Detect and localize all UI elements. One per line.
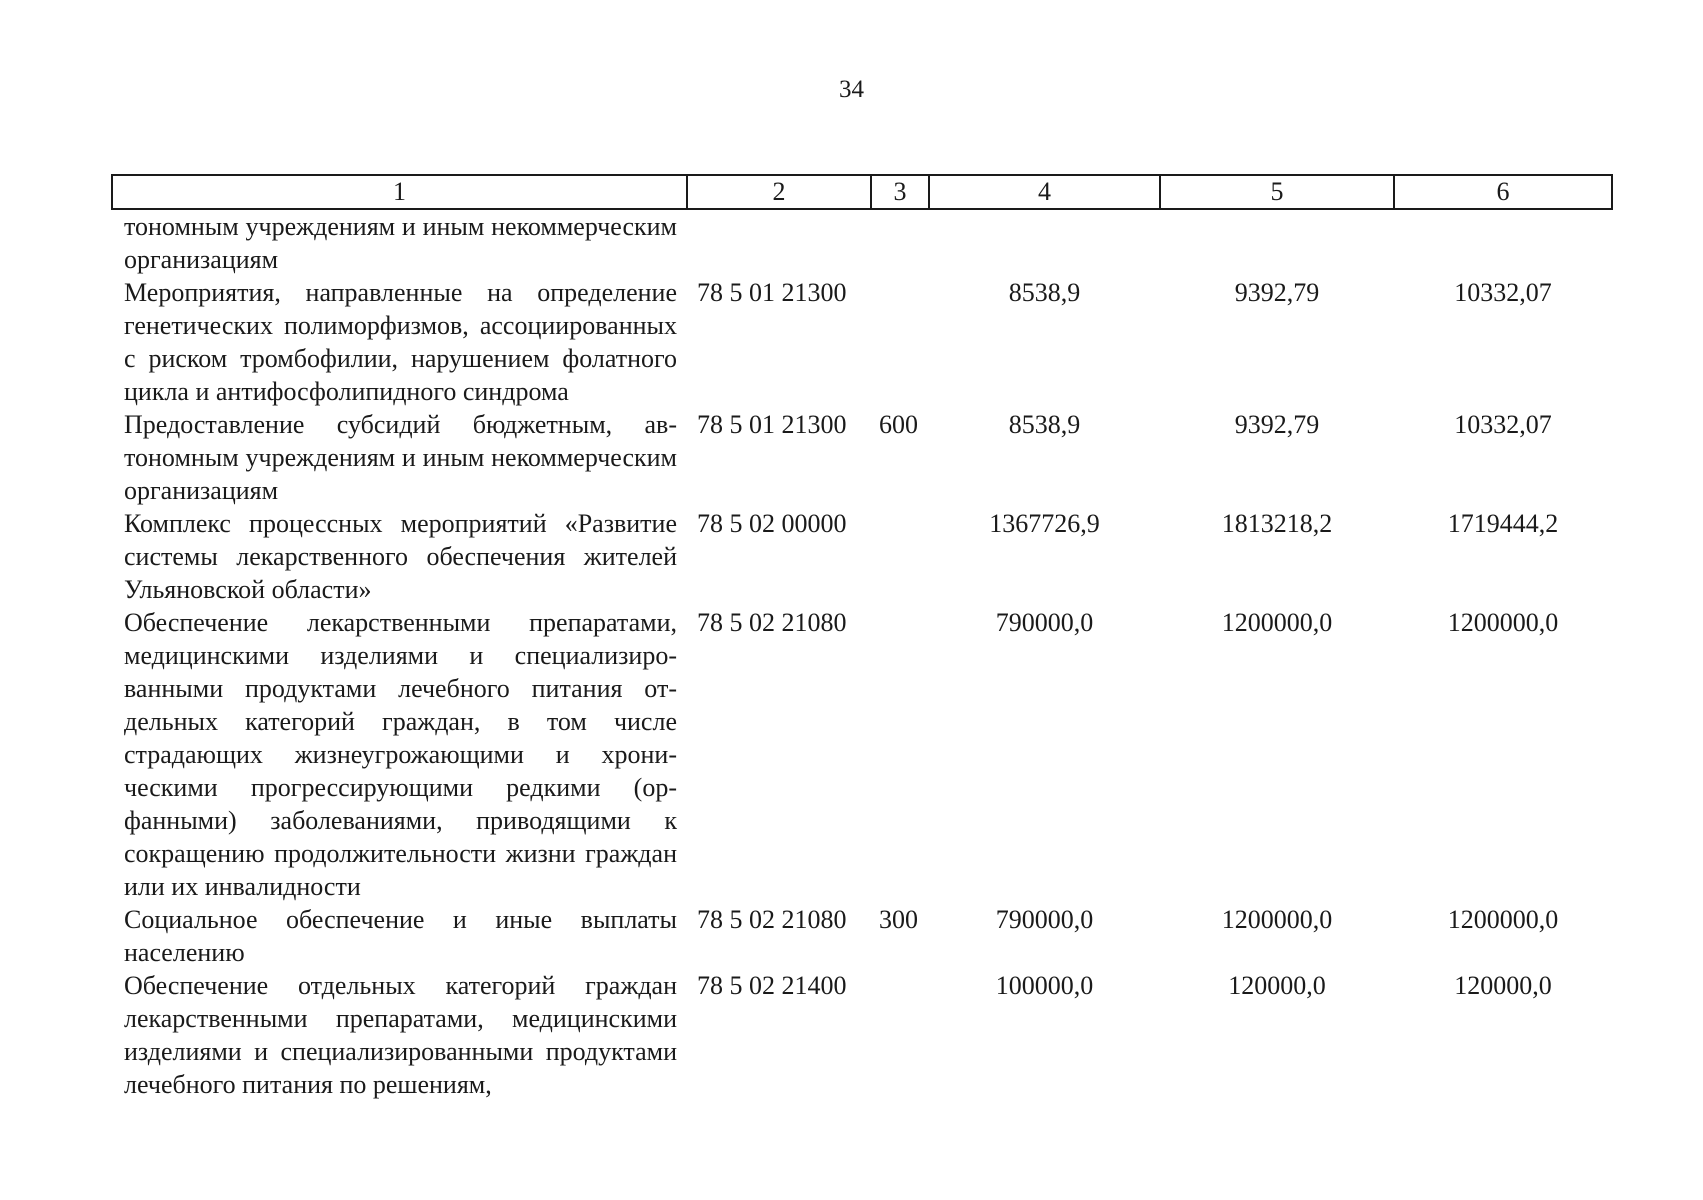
table-row [112, 969, 1612, 1101]
row-name: тономным учреждениям и иным некоммерческим организациям [124, 212, 677, 274]
row-value-6: 120000,0 [1454, 971, 1552, 1000]
row-code: 78 5 02 21400 [697, 971, 847, 1000]
row-value-5: 1200000,0 [1221, 608, 1333, 637]
table-row [112, 606, 1612, 903]
row-type [871, 969, 929, 1101]
row-value-6 [1394, 209, 1612, 276]
row-value-5 [1160, 209, 1394, 276]
table-row [112, 507, 1612, 606]
header-col-6: 6 [1394, 175, 1612, 209]
row-value-6: 1719444,2 [1447, 509, 1559, 538]
row-type [871, 209, 929, 276]
row-name: Социальное обеспечение и иные выплаты населению [124, 905, 677, 967]
row-name: Комплекс процессных мероприятий «Развитие системы лекарственного обеспечения жителей Ульяновской области» [124, 509, 677, 604]
row-code: 78 5 02 00000 [697, 509, 847, 538]
header-col-5: 5 [1160, 175, 1394, 209]
row-value-6: 10332,07 [1454, 278, 1552, 307]
row-value-5: 1813218,2 [1221, 509, 1333, 538]
row-name: Предоставление субсидий бюджетным, автономным учреждениям и иным некоммерческим организациям [124, 410, 677, 505]
table-body [112, 209, 1612, 1101]
header-col-2: 2 [687, 175, 871, 209]
page-number: 34 [839, 76, 864, 103]
table-header [112, 175, 1612, 209]
header-col-3: 3 [871, 175, 929, 209]
row-value-4: 100000,0 [995, 971, 1094, 1000]
row-value-5: 9392,79 [1234, 278, 1320, 307]
budget-table [111, 174, 1613, 1101]
budget-table-container [111, 174, 1611, 1101]
row-name: Мероприятия, направленные на определение генетических полиморфизмов, ассоциированных с риском тромбофилии, нарушением фолатного цикла и антифосфолипидного синдрома [124, 278, 677, 406]
row-value-4: 790000,0 [995, 905, 1094, 934]
header-row [112, 175, 1612, 209]
table-row [112, 408, 1612, 507]
row-value-5: 9392,79 [1234, 410, 1320, 439]
header-col-4: 4 [929, 175, 1160, 209]
row-value-4: 1367726,9 [989, 509, 1100, 538]
row-type [871, 606, 929, 903]
row-value-5: 1200000,0 [1221, 905, 1333, 934]
row-code: 78 5 01 21300 [697, 278, 847, 307]
row-code: 78 5 02 21080 [697, 608, 847, 637]
table-row [112, 903, 1612, 969]
header-col-1: 1 [112, 175, 687, 209]
row-value-4: 790000,0 [995, 608, 1094, 637]
row-name: Обеспечение отдельных категорий граждан лекарственными препаратами, медицинскими изделиями и специализированными продуктами лечебного питания по решениям, [124, 971, 677, 1099]
row-type: 600 [879, 410, 918, 439]
row-value-6: 1200000,0 [1447, 905, 1559, 934]
row-value-6: 1200000,0 [1447, 608, 1559, 637]
row-value-4: 8538,9 [1008, 278, 1081, 307]
table-row [112, 209, 1612, 276]
row-code [687, 209, 871, 276]
row-type: 300 [879, 905, 918, 934]
row-code: 78 5 02 21080 [697, 905, 847, 934]
row-value-5: 120000,0 [1228, 971, 1326, 1000]
row-type [871, 507, 929, 606]
table-row [112, 276, 1612, 408]
row-value-4: 8538,9 [1008, 410, 1081, 439]
row-code: 78 5 01 21300 [697, 410, 847, 439]
row-type [871, 276, 929, 408]
row-name: Обеспечение лекарственными препаратами, медицинскими изделиями и специализированными продуктами лечебного питания отдельных категорий граждан, в том числе страдающих жизнеугрожающими и хроническими прогрессирующими редкими (орфанными) заболеваниями, приводящими к сокращению продолжительности жизни граждан или их инвалидности [124, 608, 677, 901]
row-value-6: 10332,07 [1454, 410, 1552, 439]
row-value-4 [929, 209, 1160, 276]
